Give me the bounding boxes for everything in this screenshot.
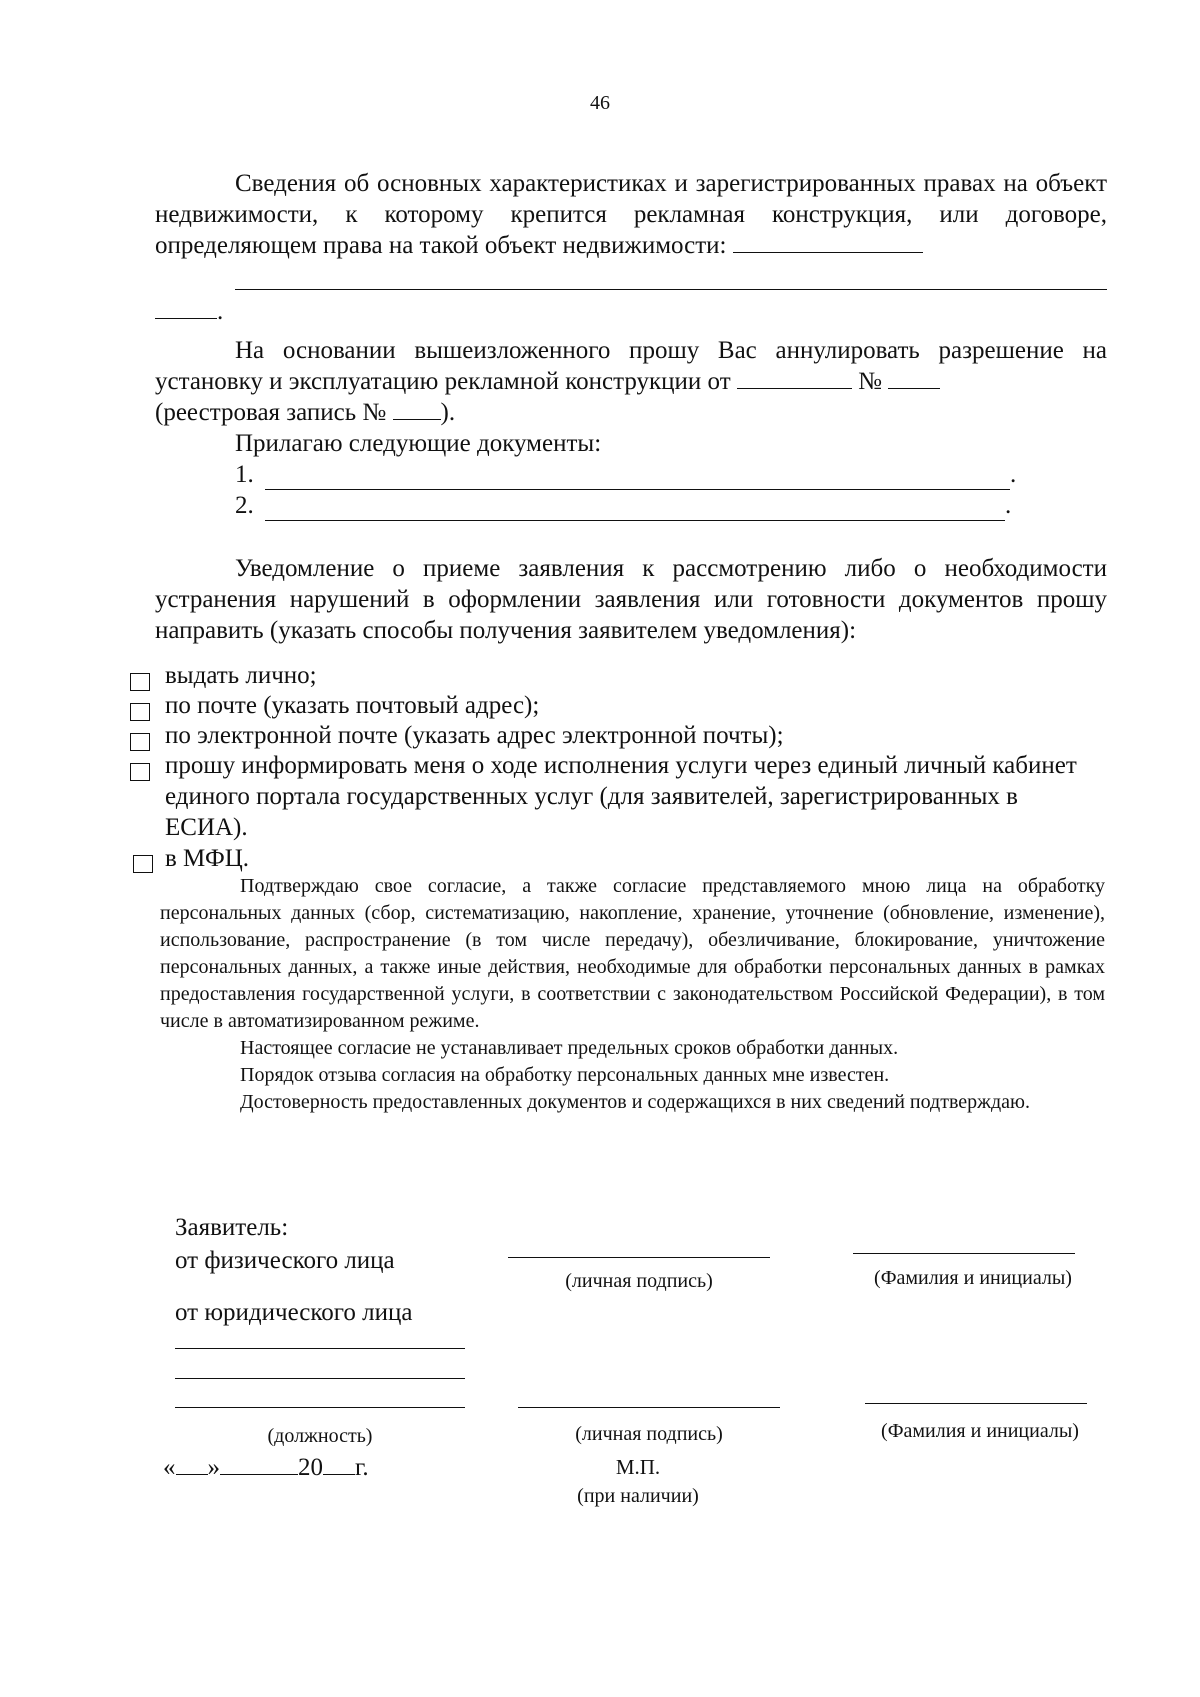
checkbox[interactable] — [130, 673, 150, 691]
personal-signature-caption: (личная подпись) — [575, 1423, 723, 1445]
option-label: по электронной почте (указать адрес электронной почты); — [165, 722, 784, 749]
page-number: 46 — [590, 92, 610, 114]
property-info-text: Сведения об основных характеристиках и зарегистрированных правах на объект недвижимости, к которому крепится рекламная конструкция, или договоре, определяющем права на такой объект недвижимости: — [155, 170, 1107, 259]
stamp-note: (при наличии) — [577, 1485, 699, 1507]
checkbox[interactable] — [130, 703, 150, 721]
option-label: в МФЦ. — [165, 845, 250, 872]
stamp-label: М.П. — [615, 1455, 661, 1479]
legal-entity-label: от юридического лица — [175, 1299, 413, 1326]
attachment-item: 2. . — [235, 492, 1012, 519]
request-text: На основании вышеизложенного прошу Вас аннулировать разрешение на установку и эксплуатацию рекламной конструкции от — [155, 337, 1107, 395]
blank-line — [737, 366, 852, 389]
blank-line[interactable] — [175, 1378, 465, 1379]
signature-line[interactable] — [508, 1257, 770, 1258]
position-caption: (должность) — [267, 1425, 373, 1447]
position-line[interactable] — [175, 1407, 465, 1408]
blank-line — [733, 230, 923, 253]
notification-text: Уведомление о приеме заявления к рассмотрению либо о необходимости устранения нарушений в оформлении заявления или готовности документов прошу направить (указать способы получения заявителем уведомления): — [155, 555, 1107, 644]
checkbox[interactable] — [130, 763, 150, 781]
notification-block — [155, 553, 1107, 646]
blank-line — [235, 261, 1107, 290]
option-label: по почте (указать почтовый адрес); — [165, 692, 540, 719]
consent-text: Подтверждаю свое согласие, а также согласие представляемого мною лица на обработку персональных данных (сбор, систематизацию, накопление, хранение, уточнение (обновление, изменение), использование, распространение (в том числе передачу), обезличивание, блокирование, уничтожение персональных данных, а также иные действия, необходимые для обработки персональных данных в рамках предоставления государственной услуги, в соответствии с законодательством Российской Федерации), в том числе в автоматизированном режиме. — [160, 875, 1105, 1032]
attachments-heading: Прилагаю следующие документы: — [235, 430, 602, 457]
personal-signature-caption: (личная подпись) — [565, 1270, 713, 1292]
attachment-item: 1. . — [235, 461, 1017, 488]
full-name-caption: (Фамилия и инициалы) — [874, 1267, 1072, 1289]
option-label: выдать лично; — [165, 662, 317, 689]
blank-line[interactable] — [175, 1348, 465, 1349]
date-field: « » 20 г. — [163, 1454, 369, 1481]
consent-block — [160, 873, 1105, 1116]
applicant-label: Заявитель: — [175, 1214, 289, 1241]
blank-line — [393, 397, 441, 420]
option-label: прошу информировать меня о ходе исполнения услуги через единый личный кабинет единого портала государственных услуг (для заявителей, зарегистрированных в ЕСИА). — [165, 752, 1077, 841]
name-line[interactable] — [865, 1403, 1087, 1404]
full-name-caption: (Фамилия и инициалы) — [881, 1420, 1079, 1442]
name-line[interactable] — [853, 1253, 1075, 1254]
blank-line — [155, 296, 217, 319]
checkbox[interactable] — [133, 855, 153, 873]
individual-label: от физического лица — [175, 1247, 395, 1274]
consent-term-text: Настоящее согласие не устанавливает предельных сроков обработки данных. — [240, 1037, 899, 1059]
signature-line[interactable] — [518, 1407, 780, 1408]
consent-revoke-text: Порядок отзыва согласия на обработку персональных данных мне известен. — [240, 1064, 890, 1086]
request-block: На основании вышеизложенного прошу Вас аннулировать разрешение на установку и эксплуатацию рекламной конструкции от № (реестровая запись № ). Прилагаю следующие документы: 1. . 2. . — [155, 337, 1107, 519]
property-info-block: Сведения об основных характеристиках и зарегистрированных правах на объект недвижимости, к которому крепится рекламная конструкция, или договоре, определяющем права на такой объект недвижимости: . — [155, 170, 1107, 325]
registry-record-label: (реестровая запись № — [155, 399, 393, 426]
consent-accuracy-text: Достоверность предоставленных документов и содержащихся в них сведений подтверждаю. — [240, 1091, 1030, 1113]
checkbox[interactable] — [130, 733, 150, 751]
blank-line — [888, 366, 940, 389]
